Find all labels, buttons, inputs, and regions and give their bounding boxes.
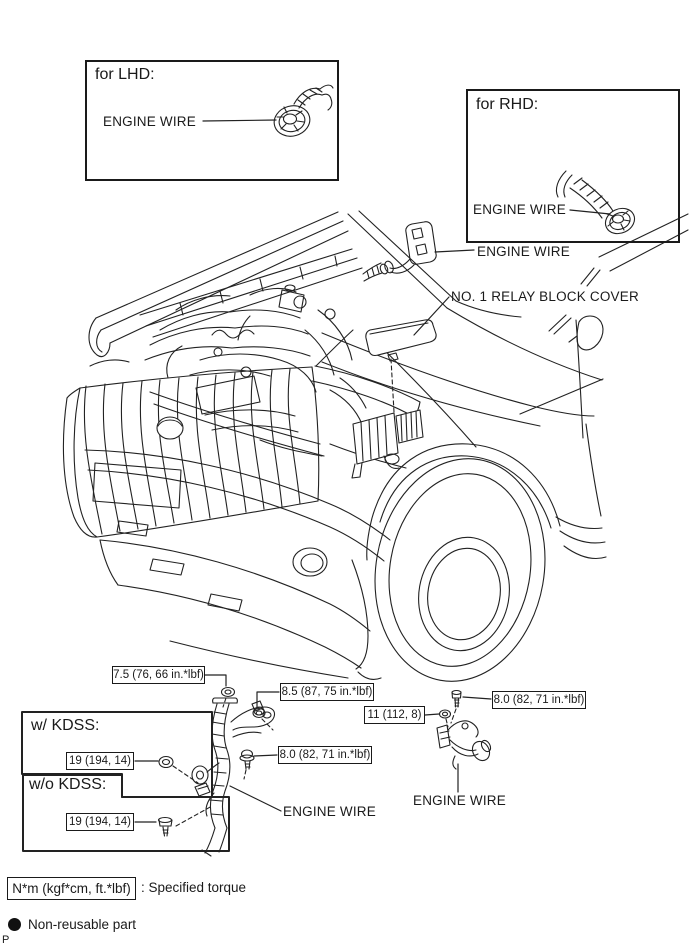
torque-callout-19-without-kdss: 19 (194, 14)	[66, 813, 134, 831]
torque-callout-11: 11 (112, 8)	[364, 706, 425, 724]
non-reusable-bullet-icon	[8, 918, 21, 931]
page-marker: P	[2, 934, 10, 946]
torque-legend-text: : Specified torque	[141, 880, 247, 895]
right-engine-wire-label: ENGINE WIRE	[413, 793, 506, 808]
relay-block-cover-drawing	[366, 297, 449, 412]
relay-block-drawing	[352, 410, 423, 478]
mid-engine-wire-label: ENGINE WIRE	[283, 804, 376, 819]
torque-callout-8-0-mid: 8.0 (82, 71 in.*lbf)	[278, 746, 372, 764]
kdss-with-title: w/ KDSS:	[31, 717, 100, 734]
rhd-engine-wire-label: ENGINE WIRE	[473, 202, 566, 217]
torque-callout-8-0-right: 8.0 (82, 71 in.*lbf)	[492, 691, 586, 709]
non-reusable-legend	[8, 917, 136, 932]
mid-harness-drawing	[192, 675, 281, 856]
torque-callout-8-5: 8.5 (87, 75 in.*lbf)	[280, 683, 374, 701]
lhd-inset-title: for LHD:	[95, 66, 155, 83]
torque-unit-box: N*m (kgf*cm, ft.*lbf)	[7, 877, 136, 900]
rhd-inset-title: for RHD:	[476, 96, 539, 113]
non-reusable-text: Non-reusable part	[28, 917, 137, 932]
relay-block-cover-label: NO. 1 RELAY BLOCK COVER	[451, 289, 639, 304]
engine-wire-connector-label: ENGINE WIRE	[477, 244, 570, 259]
lhd-engine-wire-label: ENGINE WIRE	[103, 114, 196, 129]
right-harness-drawing	[425, 691, 493, 793]
torque-callout-7-5: 7.5 (76, 66 in.*lbf)	[112, 666, 205, 684]
kdss-without-title: w/o KDSS:	[29, 776, 107, 793]
torque-callout-19-with-kdss: 19 (194, 14)	[66, 752, 134, 770]
